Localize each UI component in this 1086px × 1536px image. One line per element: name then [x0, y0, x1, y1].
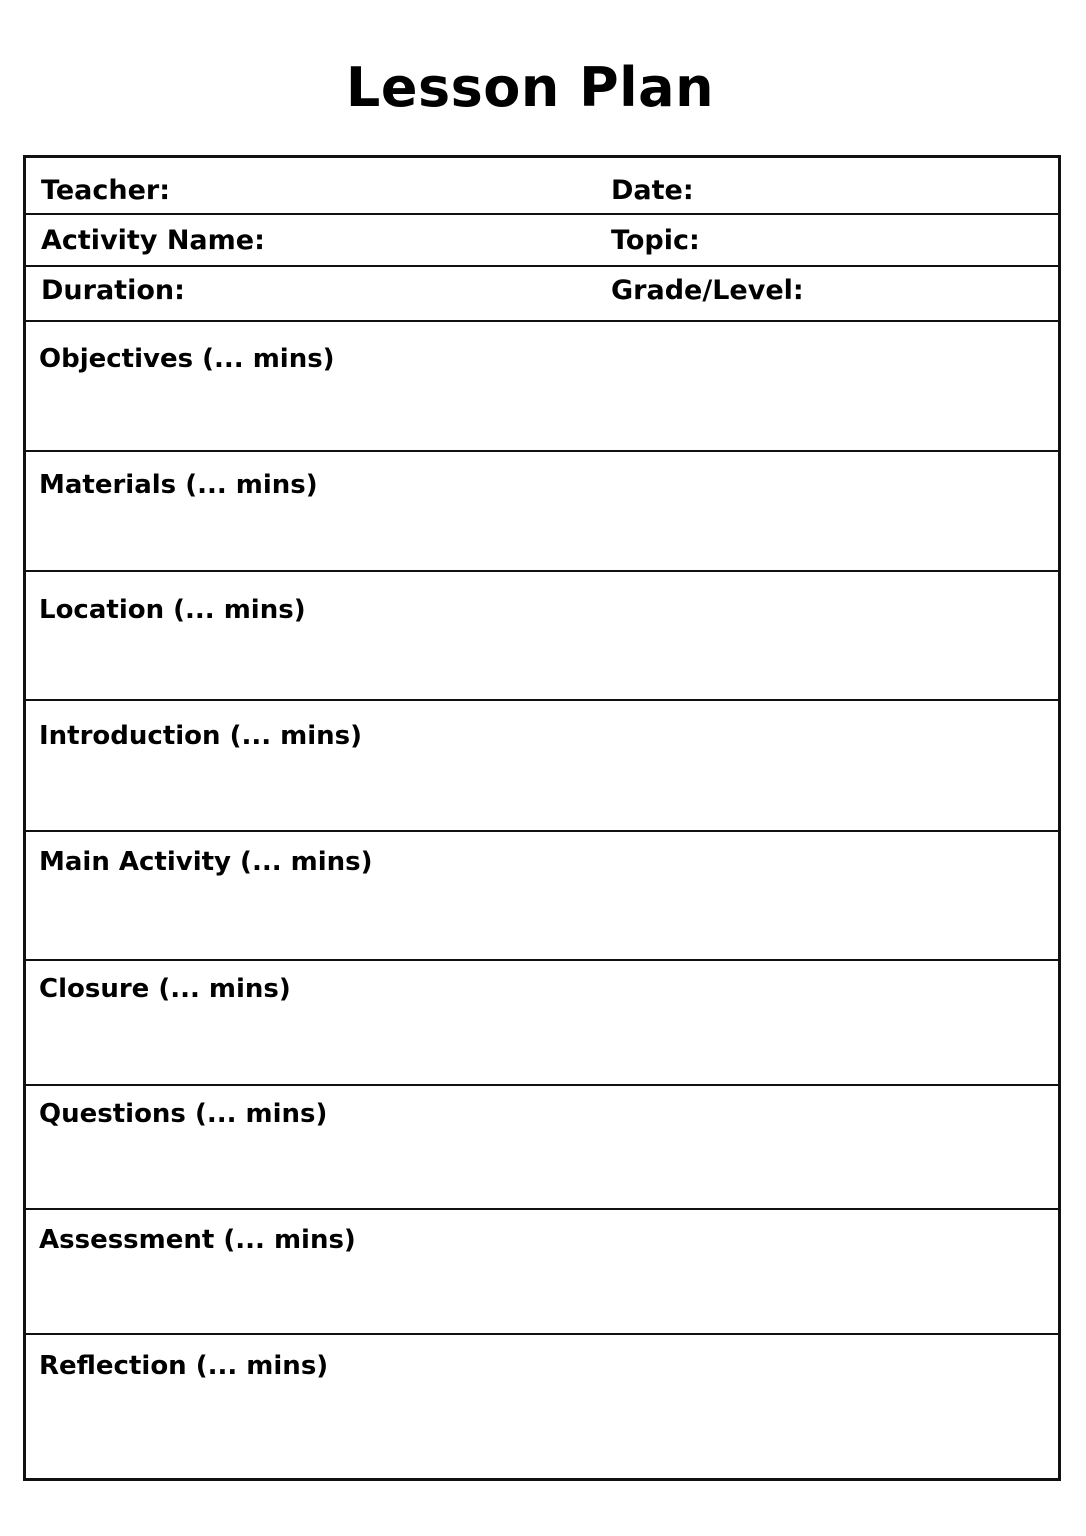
section-label: Reflection (... mins) — [39, 1351, 329, 1381]
section-label: Assessment (... mins) — [39, 1225, 356, 1255]
section-label: Questions (... mins) — [39, 1099, 328, 1129]
section-label: Materials (... mins) — [39, 470, 318, 500]
section-label: Objectives (... mins) — [39, 344, 335, 374]
header-row-duration-grade — [26, 267, 1058, 322]
section-label: Location (... mins) — [39, 595, 306, 625]
section-materials[interactable] — [26, 452, 1058, 572]
section-objectives[interactable] — [26, 322, 1058, 452]
header-row-activity-topic — [26, 215, 1058, 267]
section-label: Main Activity (... mins) — [39, 847, 373, 877]
page-title: Lesson Plan — [345, 56, 715, 119]
activity-name-label: Activity Name: — [41, 225, 265, 256]
section-label: Closure (... mins) — [39, 974, 291, 1004]
teacher-label: Teacher: — [41, 175, 171, 206]
date-label: Date: — [611, 175, 694, 206]
topic-label: Topic: — [611, 225, 700, 256]
grade-level-label: Grade/Level: — [611, 275, 804, 306]
section-introduction[interactable] — [26, 701, 1058, 832]
section-label: Introduction (... mins) — [39, 721, 363, 751]
duration-label: Duration: — [41, 275, 185, 306]
section-questions[interactable] — [26, 1086, 1058, 1210]
section-reflection[interactable] — [26, 1335, 1058, 1478]
section-assessment[interactable] — [26, 1210, 1058, 1335]
section-closure[interactable] — [26, 961, 1058, 1086]
lesson-plan-table — [23, 155, 1061, 1481]
section-main-activity[interactable] — [26, 832, 1058, 961]
section-location[interactable] — [26, 572, 1058, 701]
header-row-teacher-date — [26, 158, 1058, 215]
